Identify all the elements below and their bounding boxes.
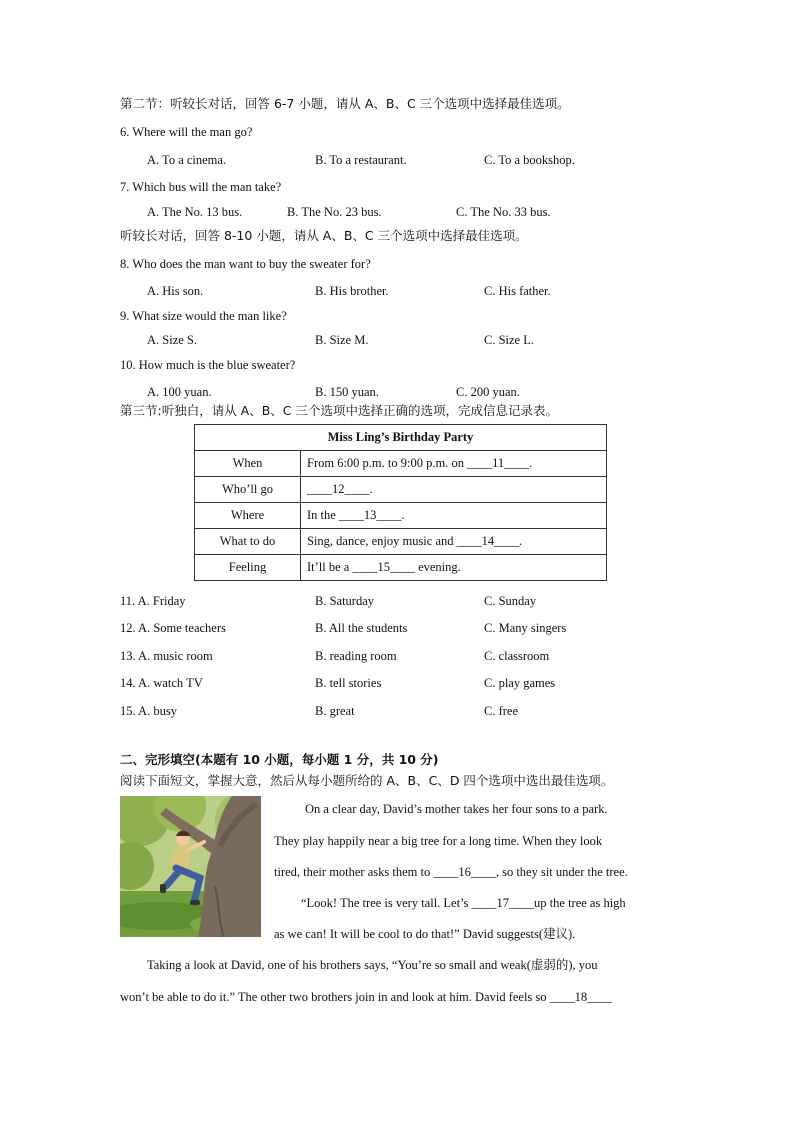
- q14-option-a: 14. A. watch TV: [120, 676, 203, 690]
- q9-option-c: C. Size L.: [484, 333, 534, 347]
- q12-option-b: B. All the students: [315, 621, 408, 635]
- q13-option-a: 13. A. music room: [120, 649, 213, 663]
- q13-option-c: C. classroom: [484, 649, 550, 663]
- table-label: Where: [195, 503, 301, 529]
- birthday-party-table: [194, 424, 607, 581]
- q15-option-c: C. free: [484, 704, 519, 718]
- table-value: It’ll be a ____15____ evening.: [301, 555, 607, 581]
- q6-option-b: B. To a restaurant.: [315, 153, 407, 167]
- q11-option-b: B. Saturday: [315, 594, 375, 608]
- part2-heading: 二、完形填空(本题有 10 小题，每小题 1 分，共 10 分): [120, 752, 439, 767]
- table-value: From 6:00 p.m. to 9:00 p.m. on ____11____.: [301, 451, 607, 477]
- table-row: [195, 477, 607, 503]
- question-6-stem: 6. Where will the man go?: [120, 125, 253, 139]
- table-row: [195, 529, 607, 555]
- q7-option-a: A. The No. 13 bus.: [147, 205, 243, 219]
- table-label: Feeling: [195, 555, 301, 581]
- q14-option-b: B. tell stories: [315, 676, 382, 690]
- q6-option-c: C. To a bookshop.: [484, 153, 575, 167]
- q11-option-c: C. Sunday: [484, 594, 537, 608]
- q12-option-c: C. Many singers: [484, 621, 567, 635]
- question-7-stem: 7. Which bus will the man take?: [120, 180, 282, 194]
- table-title: Miss Ling’s Birthday Party: [195, 425, 607, 451]
- question-9-stem: 9. What size would the man like?: [120, 309, 287, 323]
- dialog2-heading: 听较长对话，回答 8-10 小题，请从 A、B、C 三个选项中选择最佳选项。: [120, 228, 528, 243]
- q8-option-a: A. His son.: [147, 284, 204, 298]
- q7-option-b: B. The No. 23 bus.: [287, 205, 382, 219]
- passage-line: Taking a look at David, one of his brothers says, “You’re so small and weak(虚弱的), you: [147, 958, 598, 972]
- passage-line: won’t be able to do it.” The other two brothers join in and look at him. David feels so ____18____: [120, 990, 613, 1004]
- part2-instruction: 阅读下面短文，掌握大意，然后从每小题所给的 A、B、C、D 四个选项中选出最佳选项。: [120, 773, 614, 788]
- q14-option-c: C. play games: [484, 676, 556, 690]
- passage-line: They play happily near a big tree for a long time. When they look: [274, 834, 603, 848]
- q10-option-b: B. 150 yuan.: [315, 385, 379, 399]
- q10-option-c: C. 200 yuan.: [456, 385, 520, 399]
- passage-line: tired, their mother asks them to ____16____, so they sit under the tree.: [274, 865, 628, 879]
- q8-option-c: C. His father.: [484, 284, 551, 298]
- q10-option-a: A. 100 yuan.: [147, 385, 212, 399]
- q11-option-a: 11. A. Friday: [120, 594, 186, 608]
- q9-option-b: B. Size M.: [315, 333, 369, 347]
- passage-line: as we can! It will be cool to do that!” David suggests(建议).: [274, 927, 576, 941]
- table-title-row: [195, 425, 607, 451]
- table-value: ____12____.: [301, 477, 607, 503]
- table-row: [195, 503, 607, 529]
- q9-option-a: A. Size S.: [147, 333, 197, 347]
- table-label: What to do: [195, 529, 301, 555]
- q8-option-b: B. His brother.: [315, 284, 389, 298]
- section2-heading: 第二节：听较长对话，回答 6-7 小题，请从 A、B、C 三个选项中选择最佳选项。: [120, 96, 570, 111]
- table-row: [195, 451, 607, 477]
- question-8-stem: 8. Who does the man want to buy the sweater for?: [120, 257, 371, 271]
- table-value: Sing, dance, enjoy music and ____14____.: [301, 529, 607, 555]
- q6-option-a: A. To a cinema.: [147, 153, 227, 167]
- section3-heading: 第三节:听独白，请从 A、B、C 三个选项中选择正确的选项，完成信息记录表。: [120, 403, 559, 418]
- table-label: When: [195, 451, 301, 477]
- q12-option-a: 12. A. Some teachers: [120, 621, 226, 635]
- table-row: [195, 555, 607, 581]
- boy-climbing-tree-illustration: [120, 796, 261, 937]
- passage-line: “Look! The tree is very tall. Let’s ____17____up the tree as high: [301, 896, 626, 910]
- q13-option-b: B. reading room: [315, 649, 397, 663]
- q15-option-a: 15. A. busy: [120, 704, 177, 718]
- q7-option-c: C. The No. 33 bus.: [456, 205, 551, 219]
- q15-option-b: B. great: [315, 704, 355, 718]
- question-10-stem: 10. How much is the blue sweater?: [120, 358, 296, 372]
- table-value: In the ____13____.: [301, 503, 607, 529]
- passage-line: On a clear day, David’s mother takes her four sons to a park.: [305, 802, 608, 816]
- table-label: Who’ll go: [195, 477, 301, 503]
